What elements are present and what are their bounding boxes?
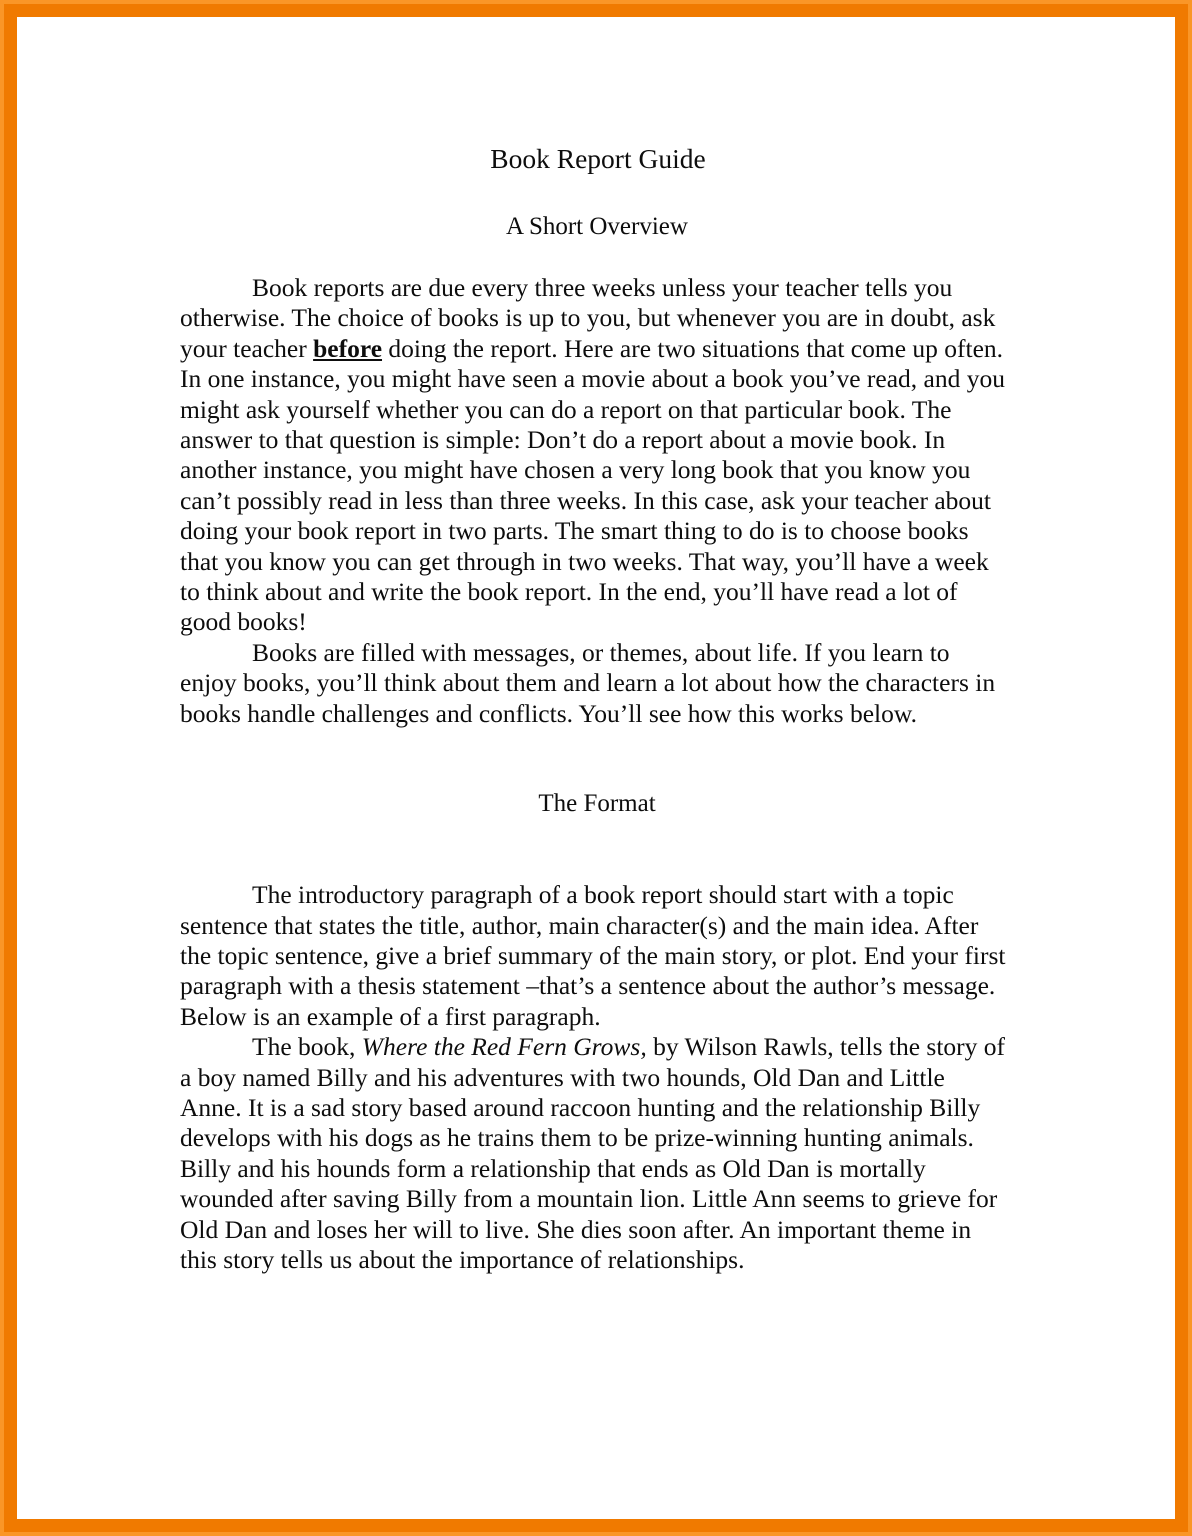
- text-run: doing the report. Here are two situations that come up often. In one instance, you might have seen a movie about a book you’ve read, and you might ask yourself whether you can do a report on that particular book. The answer to that question is simple: Don’t do a report about a movie book. In another instance, you might have chosen a very long book that you know you can’t possibly read in less than three weeks. In this case, ask your teacher about doing your book report in two parts. The smart thing to do is to choose books that you know you can get through in two weeks. That way, you’ll have a week to think about and write the book report. In the end, you’ll have read a lot of good books!: [180, 333, 1005, 637]
- text-run: Books are filled with messages, or themes, about life. If you learn to enjoy books, you’ll think about them and learn a lot about how the characters in books handle challenges and conflicts. You’ll see how this works below.: [180, 637, 996, 728]
- spacer: [180, 242, 1010, 273]
- paragraph-overview-1: [180, 273, 1010, 638]
- page-canvas: [17, 17, 1175, 1519]
- book-title-italic: Where the Red Fern Grows,: [361, 1032, 647, 1062]
- paragraph-format-2: [180, 1032, 1010, 1275]
- text-run: Book reports are due every three weeks unless your teacher tells you otherwise. The choice of books is up to you, but whenever you are in doubt, ask your teacher: [180, 273, 996, 363]
- page-title: Book Report Guide: [490, 143, 706, 174]
- spacer: [180, 819, 1010, 880]
- paragraph-format-1: [180, 880, 1010, 1032]
- paragraph-overview-2: [180, 638, 1010, 729]
- text-run: by Wilson Rawls, tells the story of a boy named Billy and his adventures with two hounds, Old Dan and Little Anne. It is a sad story based around raccoon hunting and the relationship Billy develops with his dogs as he trains them to be prize-winning hunting animals. Billy and his hounds form a relationship that ends as Old Dan is mortally wounded after saving Billy from a mountain lion. Little Ann seems to grieve for Old Dan and loses her will to live. She dies soon after. An important theme in this story tells us about the importance of relationships.: [180, 1032, 1006, 1274]
- text-run: The introductory paragraph of a book report should start with a topic sentence that states the title, author, main character(s) and the main idea. After the topic sentence, give a brief summary of the main story, or plot. End your first paragraph with a thesis statement –that’s a sentence about the author’s message. Below is an example of a first paragraph.: [180, 880, 1006, 1031]
- emphasis-bold-underline: before: [313, 333, 383, 363]
- section-heading-format: The Format: [538, 790, 656, 818]
- spacer: [180, 729, 1010, 789]
- document-body: [180, 142, 1010, 1275]
- text-run: The book,: [252, 1032, 362, 1062]
- document-subtitle: A Short Overview: [506, 213, 688, 240]
